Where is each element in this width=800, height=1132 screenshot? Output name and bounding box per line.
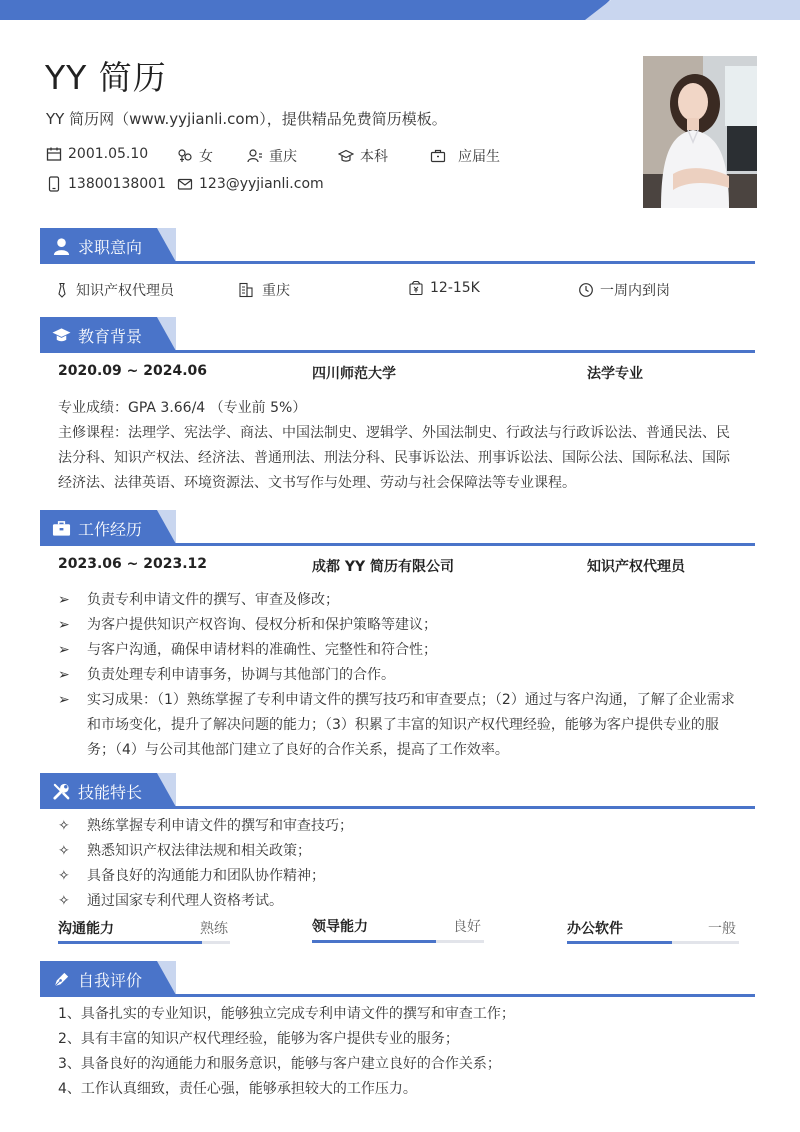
section-title-work: 工作经历	[52, 517, 142, 540]
section-divider	[40, 543, 755, 546]
education-period: 2020.09 ~ 2024.06	[58, 363, 208, 379]
list-item: 4、工作认真细致，责任心强，能够承担较大的工作压力。	[58, 1081, 417, 1097]
evaluation-list	[58, 1002, 748, 1102]
intention-arrival: 一周内到岗	[578, 280, 670, 300]
diamond-bullet-icon: ✧	[58, 893, 70, 909]
skill-bar-level: 一般	[708, 921, 736, 937]
intention-position: 知识产权代理员	[54, 280, 174, 300]
birth-date: 2001.05.10	[68, 146, 149, 162]
graduation-cap-icon	[52, 326, 71, 345]
resume-name: YY 简历	[45, 58, 167, 97]
email-info	[177, 176, 324, 192]
gender-value: 女	[199, 149, 213, 165]
section-divider	[40, 994, 755, 997]
list-item: 2、具有丰富的知识产权代理经验，能够为客户提供专业的服务；	[58, 1031, 459, 1047]
skill-bar-level: 熟练	[200, 921, 228, 937]
list-item: ✧ 熟练掌握专利申请文件的撰写和审查技巧；	[58, 814, 738, 839]
section-divider	[40, 806, 755, 809]
work-period: 2023.06 ~ 2023.12	[58, 556, 208, 572]
section-divider	[40, 261, 755, 264]
briefcase-icon	[430, 148, 446, 164]
list-item: 1、具备扎实的专业知识，能够独立完成专利申请文件的撰写和审查工作；	[58, 1006, 515, 1022]
section-title-skills: 技能特长	[52, 780, 142, 803]
list-item: ➢ 负责专利申请文件的撰写、审查及修改；	[58, 588, 738, 613]
skill-bar-fill	[58, 941, 202, 944]
phone-info	[46, 176, 166, 192]
birth-info	[46, 146, 148, 162]
work-company: 成都 YY 简历有限公司	[312, 559, 455, 575]
location-value: 重庆	[269, 149, 297, 165]
arrow-bullet-icon: ➢	[58, 642, 70, 658]
user-icon	[52, 237, 71, 256]
diamond-bullet-icon: ✧	[58, 818, 70, 834]
list-item: ✧ 熟悉知识产权法律法规和相关政策；	[58, 839, 738, 864]
resume-tagline: YY 简历网（www.yyjianli.com），提供精品免费简历模板。	[46, 110, 447, 128]
gender-icon	[177, 148, 193, 164]
person-icon	[247, 148, 263, 164]
gender-info	[177, 146, 213, 166]
list-item: ✧ 通过国家专利代理人资格考试。	[58, 889, 738, 914]
list-item: ➢ 负责处理专利申请事务，协调与其他部门的合作。	[58, 663, 738, 688]
section-title-evaluation: 自我评价	[52, 968, 142, 991]
intention-salary: 12-15K	[408, 280, 480, 296]
arrow-bullet-icon: ➢	[58, 692, 70, 708]
list-item: 3、具备良好的沟通能力和服务意识，能够与客户建立良好的合作关系；	[58, 1056, 501, 1072]
diamond-bullet-icon: ✧	[58, 843, 70, 859]
education-school: 四川师范大学	[312, 366, 396, 382]
list-item: ➢ 实习成果：（1）熟练掌握了专利申请文件的撰写技巧和审查要点；（2）通过与客户沟通，了解了企业需求和市场变化，提升了解决问题的能力；（3）积累了丰富的知识产权代理经验，能够为客户提供专业的服务；（4）与公司其他部门建立了良好的合作关系，提高了工作效率。	[58, 688, 738, 763]
skill-bar-track	[312, 940, 484, 943]
intention-city: 重庆	[238, 280, 290, 300]
education-info	[338, 146, 388, 166]
arrow-bullet-icon: ➢	[58, 617, 70, 633]
clock-icon	[578, 282, 594, 298]
wallet-icon	[408, 280, 424, 296]
profile-photo	[643, 56, 757, 208]
skill-bar-label: 办公软件	[567, 921, 623, 937]
skill-bar-level: 良好	[453, 919, 481, 935]
education-score: 专业成绩：GPA 3.66/4 （专业前 5%）	[58, 400, 307, 416]
education-major: 法学专业	[587, 366, 643, 382]
status-info	[430, 146, 500, 166]
wrench-icon	[52, 782, 71, 801]
skill-bar-label: 领导能力	[312, 919, 368, 935]
work-duty-list	[58, 588, 738, 763]
calendar-icon	[46, 146, 62, 162]
list-item: ✧ 具备良好的沟通能力和团队协作精神；	[58, 864, 738, 889]
section-title-education: 教育背景	[52, 324, 142, 347]
skill-bar-track	[58, 941, 230, 944]
arrow-bullet-icon: ➢	[58, 592, 70, 608]
education-courses: 主修课程：法理学、宪法学、商法、中国法制史、逻辑学、外国法制史、行政法与行政诉讼法、普通民法、民法分科、知识产权法、经济法、普通刑法、刑法分科、民事诉讼法、刑事诉讼法、国际公法、国际私法、国际经济法、法律英语、环境资源法、文书写作与处理、劳动与社会保障法等专业课程。	[58, 425, 730, 491]
top-accent-bar	[0, 0, 610, 20]
briefcase-icon	[52, 519, 71, 538]
graduation-cap-icon	[338, 148, 354, 164]
section-title-intention: 求职意向	[52, 235, 142, 258]
status-value: 应届生	[458, 149, 500, 165]
pen-icon	[52, 970, 71, 989]
location-info	[247, 146, 297, 166]
education-value: 本科	[360, 149, 388, 165]
skill-bar-fill	[567, 941, 672, 944]
skill-bar-track	[567, 941, 739, 944]
phone-icon	[46, 176, 62, 192]
building-icon	[238, 282, 254, 298]
diamond-bullet-icon: ✧	[58, 868, 70, 884]
list-item: ➢ 与客户沟通，确保申请材料的准确性、完整性和符合性；	[58, 638, 738, 663]
top-accent-bar-light	[585, 0, 800, 20]
skill-bar-fill	[312, 940, 436, 943]
work-role: 知识产权代理员	[587, 559, 685, 575]
skill-bar-label: 沟通能力	[58, 921, 114, 937]
mail-icon	[177, 176, 193, 192]
email-value: 123@yyjianli.com	[199, 176, 324, 192]
phone-value: 13800138001	[68, 176, 166, 192]
list-item: ➢ 为客户提供知识产权咨询、侵权分析和保护策略等建议；	[58, 613, 738, 638]
section-divider	[40, 350, 755, 353]
skill-list	[58, 814, 738, 914]
arrow-bullet-icon: ➢	[58, 667, 70, 683]
tie-icon	[54, 282, 70, 298]
